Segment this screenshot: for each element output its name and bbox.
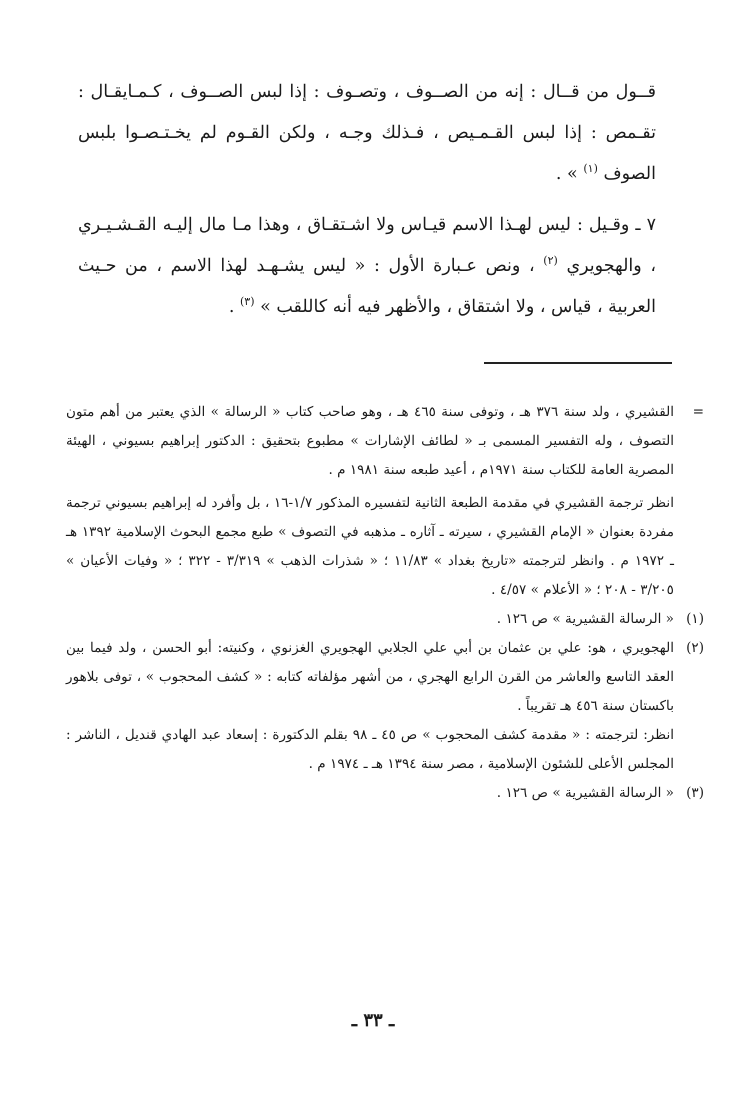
footnote-2-b-text: انظر: لترجمته : « مقدمة كشف المحجوب » ص ٤٥ ـ ٩٨ بقلم الدكتورة : إسعاد عبد الهادي قنديل ، الناشر : المجلس الأعلى للشئون الإسلامية ، مصر سنة ١٣٩٤ هـ ـ ١٩٧٤ م . xyxy=(66,727,675,772)
page-number: ـ ٣٣ ـ xyxy=(351,1010,395,1031)
paragraph-7-text-b: ، ونص عـبارة الأول : « ليس يشـهـد لهذا الاسم ، من حـيث العربية ، قياس ، ولا اشتقاق ، والأظهر فيه أنه كاللقب » xyxy=(78,256,656,317)
paragraph-1-text: قــول من قــال : إنه من الصــوف ، وتصـوف : إذا لبس الصــوف ، كـمـايقـال : تقـمص : إذا لبس القـمـيص ، فـذلك وجـه ، ولكن القـوم لم يخـتـصـوا بلبس الصوف xyxy=(78,82,656,184)
paragraph-7-text: وقـيل : ليس لهـذا الاسم قيـاس ولا اشـتقـاق ، وهذا مـا مال إليـه القـشـيـري ، والهجويري xyxy=(78,215,656,276)
footnotes xyxy=(66,398,704,808)
paragraph-7 xyxy=(78,205,656,328)
item-number: ٧ ـ xyxy=(635,215,656,235)
paragraph-1 xyxy=(78,72,656,195)
footnote-continuation-2 xyxy=(66,489,674,605)
footnote-ref-1: (١) xyxy=(583,162,598,176)
footnote-2-text: الهجويري ، هو: علي بن عثمان بن أبي علي الجلابي الهجويري الغزنوي ، وكنيته: أبو الحسن ، ولد فيما بين العقد التاسع والعاشر من القرن الرابع الهجري ، من أشهر مؤلفاته كتابه : « كشف المحجوب » ، توفى بلاهور باكستان سنة ٤٥٦ هـ تقريباً . xyxy=(66,640,674,714)
footnote-continuation-text: القشيري ، ولد سنة ٣٧٦ هـ ، وتوفى سنة ٤٦٥ هـ ، وهو صاحب كتاب « الرسالة » الذي يعتبر من أهم متون التصوف ، وله التفسير المسمى بـ « لطائف الإشارات » مطبوع بتحقيق : الدكتور إبراهيم بسيوني ، الهيئة المصرية العامة للكتاب سنة ١٩٧١م ، أعيد طبعه سنة ١٩٨١ م . xyxy=(66,404,674,478)
footnote-2-b xyxy=(66,721,674,779)
footnote-ref-2: (٢) xyxy=(543,254,558,268)
paragraph-7-end: . xyxy=(228,297,235,317)
footnote-continuation-2-text: انظر ترجمة القشيري في مقدمة الطبعة الثانية لتفسيره المذكور ١/٧-١٦ ، بل وأفرد له إبراهيم بسيوني ترجمة مفردة بعنوان « الإمام القشيري ، سيرته ـ آثاره ـ مذهبه في التصوف » طبع مجمع البحوث الإسلامية ١٣٩٢ هـ ـ ١٩٧٢ م . وانظر لترجمته «تاريخ بغداد » ١١/٨٣ ؛ « شذرات الذهب » ٣/٣١٩ - ٣٢٢ ؛ « وفيات الأعيان » ٣/٢٠٥ - ٢٠٨ ؛ « الأعلام » ٤/٥٧ . xyxy=(66,495,674,598)
footnote-ref-3: (٣) xyxy=(239,295,255,309)
main-text xyxy=(78,72,656,328)
footnote-3-text: « الرسالة القشيرية » ص ١٢٦ . xyxy=(496,785,674,801)
paragraph-1-end: » . xyxy=(555,164,578,184)
footnote-1 xyxy=(66,605,704,634)
footnote-1-mark: (١) xyxy=(686,611,704,627)
continuation-mark: = xyxy=(692,404,704,420)
footnote-1-text: « الرسالة القشيرية » ص ١٢٦ . xyxy=(496,611,674,627)
footnote-3-mark: (٣) xyxy=(686,785,704,801)
footnote-3 xyxy=(66,779,704,808)
footnote-2-mark: (٢) xyxy=(686,640,704,656)
footnote-2 xyxy=(66,634,704,721)
footnote-separator xyxy=(484,362,672,364)
footnote-continuation xyxy=(66,398,704,485)
